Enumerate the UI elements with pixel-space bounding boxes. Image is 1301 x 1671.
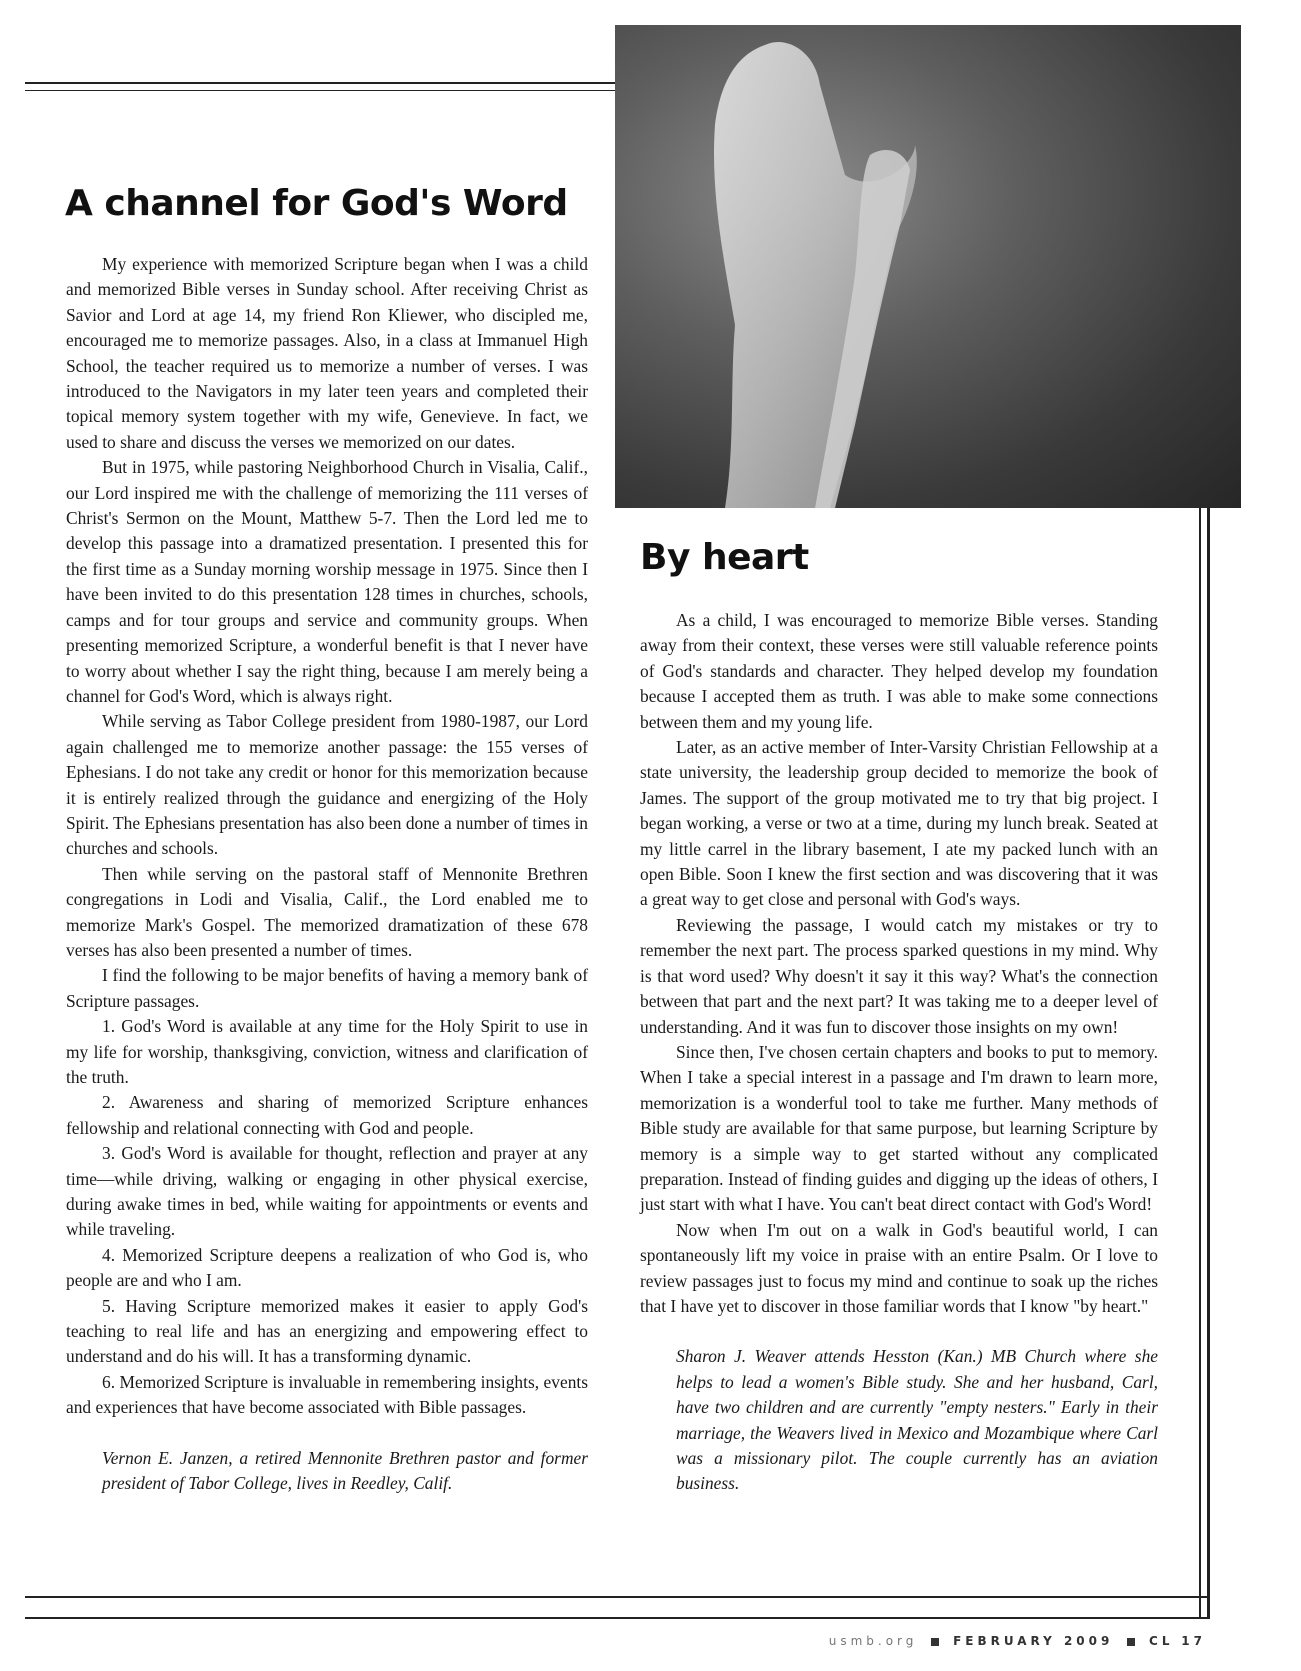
list-item: 1. God's Word is available at any time for the Holy Spirit to use in my life for worship, thanksgiving, conviction, witness and clarification of the truth. bbox=[66, 1016, 588, 1087]
list-item: 6. Memorized Scripture is invaluable in remembering insights, events and experiences that have become associated with Bible passages. bbox=[66, 1371, 588, 1418]
list-item: 2. Awareness and sharing of memorized Scripture enhances fellowship and relational connecting with God and people. bbox=[66, 1092, 588, 1138]
page-footer bbox=[829, 1634, 1206, 1648]
list-item: 4. Memorized Scripture deepens a realization of who God is, who people are and who I am. bbox=[66, 1244, 588, 1291]
author-byline: Sharon J. Weaver attends Hesston (Kan.) MB Church where she helps to lead a women's Bible study. She and her husband, Carl, have two children and are currently "empty nesters." Early in their marriage, the Weavers lived in Mexico and Mozambique where Carl was a missionary pilot. The couple currently has an aviation business. bbox=[676, 1346, 1158, 1494]
bottom-rule bbox=[25, 1596, 1210, 1598]
paragraph: But in 1975, while pastoring Neighborhood Church in Visalia, Calif., our Lord inspired me with the challenge of memorizing the 111 verses of Christ's Sermon on the Mount, Matthew 5-7. Then the Lord led me to develop this passage into a dramatized presentation. I presented this for the first time as a Sunday morning worship message in 1975. Since then I have been invited to do this presentation 128 times in churches, schools, camps and for tour groups and service and community groups. When presenting memorized Scripture, a wonderful benefit is that I never have to worry about whether I say the right thing, because I am merely being a channel for God's Word, which is always right. bbox=[66, 457, 588, 706]
top-rule bbox=[25, 82, 620, 84]
right-article-title: By heart bbox=[640, 537, 809, 578]
right-article-body bbox=[640, 608, 1158, 1497]
praying-hands-icon bbox=[615, 25, 1241, 508]
paragraph: I find the following to be major benefits of having a memory bank of Scripture passages. bbox=[66, 965, 588, 1011]
author-byline: Vernon E. Janzen, a retired Mennonite Brethren pastor and former president of Tabor College, lives in Reedley, Calif. bbox=[102, 1447, 588, 1494]
right-box-border bbox=[1199, 508, 1201, 1618]
square-bullet-icon bbox=[931, 1638, 939, 1646]
bottom-rule-2 bbox=[25, 1617, 1210, 1619]
footer-site[interactable]: usmb.org bbox=[828, 1634, 918, 1648]
footer-date: FEBRUARY 2009 bbox=[953, 1634, 1114, 1648]
paragraph: Since then, I've chosen certain chapters and books to put to memory. When I take a special interest in a passage and I'm drawn to learn more, memorization is a wonderful tool to take me further. Many methods of Bible study are available for that same purpose, but learning Scripture by memory is a simple way to get started without any complicated preparation. Instead of finding guides and digging up the ideas of others, I just start with what I have. You can't beat direct contact with God's Word! bbox=[640, 1041, 1158, 1215]
list-item: 3. God's Word is available for thought, reflection and prayer at any time—while driving, walking or engaging in other physical exercise, during awake times in bed, while waiting for appointments or events and while traveling. bbox=[66, 1143, 588, 1240]
square-bullet-icon bbox=[1127, 1638, 1135, 1646]
footer-publication: CL bbox=[1149, 1634, 1174, 1648]
left-article-title: A channel for God's Word bbox=[65, 183, 568, 224]
paragraph: As a child, I was encouraged to memorize Bible verses. Standing away from their context, these verses were still valuable reference points of God's standards and character. They helped develop my foundation because I accepted them as truth. I was able to make some connections between them and my young life. bbox=[640, 610, 1158, 732]
paragraph: Later, as an active member of Inter-Varsity Christian Fellowship at a state university, the leadership group decided to memorize the book of James. The support of the group motivated me to try that big project. I began working, a verse or two at a time, during my lunch break. Seated at my little carrel in the library basement, I ate my packed lunch with an open Bible. Soon I knew the first section and was discovering that it was a great way to get close and personal with God's ways. bbox=[640, 737, 1158, 910]
paragraph: Then while serving on the pastoral staff of Mennonite Brethren congregations in Lodi and Visalia, Calif., the Lord enabled me to memorize Mark's Gospel. The memorized dramatization of these 678 verses has also been presented a number of times. bbox=[66, 863, 588, 960]
page-number: 17 bbox=[1181, 1634, 1206, 1648]
praying-hands-photo bbox=[615, 25, 1241, 508]
list-item: 5. Having Scripture memorized makes it easier to apply God's teaching to real life and has an energizing and empowering effect to understand and do his will. It has a transforming dynamic. bbox=[66, 1295, 588, 1367]
paragraph: Reviewing the passage, I would catch my mistakes or try to remember the next part. The process sparked questions in my mind. Why is that word used? Why doesn't it say it this way? What's the connection between that part and the next part? It was taking me to a deeper level of understanding. And it was fun to discover those insights on my own! bbox=[640, 914, 1158, 1037]
left-article-body bbox=[66, 252, 588, 1497]
paragraph: My experience with memorized Scripture began when I was a child and memorized Bible verses in Sunday school. After receiving Christ as Savior and Lord at age 14, my friend Ron Kliewer, who discipled me, encouraged me to memorize passages. Also, in a class at Immanuel High School, the teacher required us to memorize a number of verses. I was introduced to the Navigators in my later teen years and completed their topical memory system together with my wife, Genevieve. In fact, we used to share and discuss the verses we memorized on our dates. bbox=[66, 254, 588, 452]
paragraph: Now when I'm out on a walk in God's beautiful world, I can spontaneously lift my voice in praise with an entire Psalm. Or I love to review passages just to focus my mind and continue to soak up the riches that I have yet to discover in those familiar words that I know "by heart." bbox=[640, 1219, 1158, 1316]
right-box-border-inner bbox=[1207, 508, 1210, 1618]
paragraph: While serving as Tabor College president from 1980-1987, our Lord again challenged me to memorize another passage: the 155 verses of Ephesians. I do not take any credit or honor for this memorization because it is entirely realized through the guidance and energizing of the Holy Spirit. The Ephesians presentation has also been done a number of times in churches and schools. bbox=[66, 711, 588, 859]
top-rule-2 bbox=[25, 90, 620, 91]
